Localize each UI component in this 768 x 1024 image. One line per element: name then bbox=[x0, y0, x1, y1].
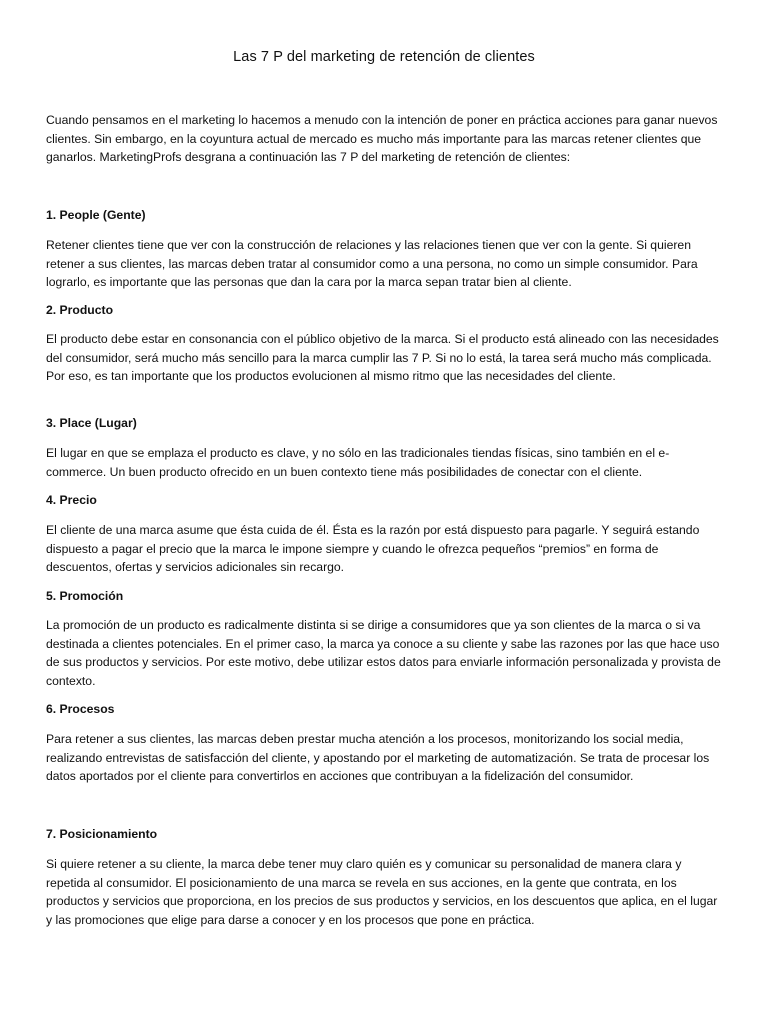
section-heading-place: 3. Place (Lugar) bbox=[46, 416, 137, 430]
section-body-posicionamiento: Si quiere retener a su cliente, la marca debe tener muy claro quién es y comunicar su personalidad de manera clara y repetida al consumidor. El posicionamiento de una marca se revela en sus acciones, en la gente que contrata, en los productos y servicios que proporciona, en los precios de sus productos y servicios, en los descuentos que aplica, en el lugar y las promociones que elige para darse a conocer y en los procesos que pone en práctica. bbox=[46, 857, 718, 927]
section-heading-precio: 4. Precio bbox=[46, 493, 97, 507]
section-body-people: Retener clientes tiene que ver con la construcción de relaciones y las relaciones tienen que ver con la gente. Si quieren retener a sus clientes, las marcas deben tratar al consumidor como a una persona, no como un simple consumidor. Para lograrlo, es importante que las personas que dan la cara por la marca sepan tratar bien al cliente. bbox=[46, 238, 698, 290]
intro-paragraph: Cuando pensamos en el marketing lo hacemos a menudo con la intención de poner en práctica acciones para ganar nuevos clientes. Sin embargo, en la coyuntura actual de mercado es mucho más importante para las marcas retener clientes que ganarlos. MarketingProfs desgrana a continuación las 7 P del marketing de retención de clientes: bbox=[46, 113, 718, 165]
section-body-precio: El cliente de una marca asume que ésta cuida de él. Ésta es la razón por está dispuesto para pagarle. Y seguirá estando dispuesto a pagar el precio que la marca le impone siempre y cuando le ofrezca pequeños “premios” en forma de descuentos, ofertas y servicios adicionales sin recargo. bbox=[46, 523, 700, 575]
section-body-producto: El producto debe estar en consonancia con el público objetivo de la marca. Si el producto está alineado con las necesidades del consumidor, será mucho más sencillo para la marca cumplir las 7 P. Si no lo está, la tarea será mucho más complicada. Por eso, es tan importante que los productos evolucionen al mismo ritmo que las necesidades del cliente. bbox=[46, 332, 719, 384]
section-heading-people: 1. People (Gente) bbox=[46, 208, 146, 222]
section-heading-producto: 2. Producto bbox=[46, 303, 114, 317]
section-body-promocion: La promoción de un producto es radicalmente distinta si se dirige a consumidores que ya son clientes de la marca o si va destinada a clientes potenciales. En el primer caso, la marca ya conoce a su cliente y sabe las razones por las que hace uso de sus productos y servicios. Por este motivo, debe utilizar estos datos para enviarle información personalizada y provista de contexto. bbox=[46, 618, 721, 688]
document-title: Las 7 P del marketing de retención de clientes bbox=[233, 49, 535, 65]
section-body-procesos: Para retener a sus clientes, las marcas deben prestar mucha atención a los procesos, monitorizando los social media, realizando entrevistas de satisfacción del cliente, y apostando por el marketing de automatización. Se trata de procesar los datos aportados por el cliente para convertirlos en acciones que contribuyan a la fidelización del consumidor. bbox=[46, 732, 710, 784]
section-body-place: El lugar en que se emplaza el producto es clave, y no sólo en las tradicionales tiendas físicas, sino también en el e-commerce. Un buen producto ofrecido en un buen contexto tiene más posibilidades de conectar con el cliente. bbox=[46, 446, 670, 479]
section-heading-promocion: 5. Promoción bbox=[46, 589, 124, 603]
section-heading-procesos: 6. Procesos bbox=[46, 702, 115, 716]
section-heading-posicionamiento: 7. Posicionamiento bbox=[46, 827, 158, 841]
